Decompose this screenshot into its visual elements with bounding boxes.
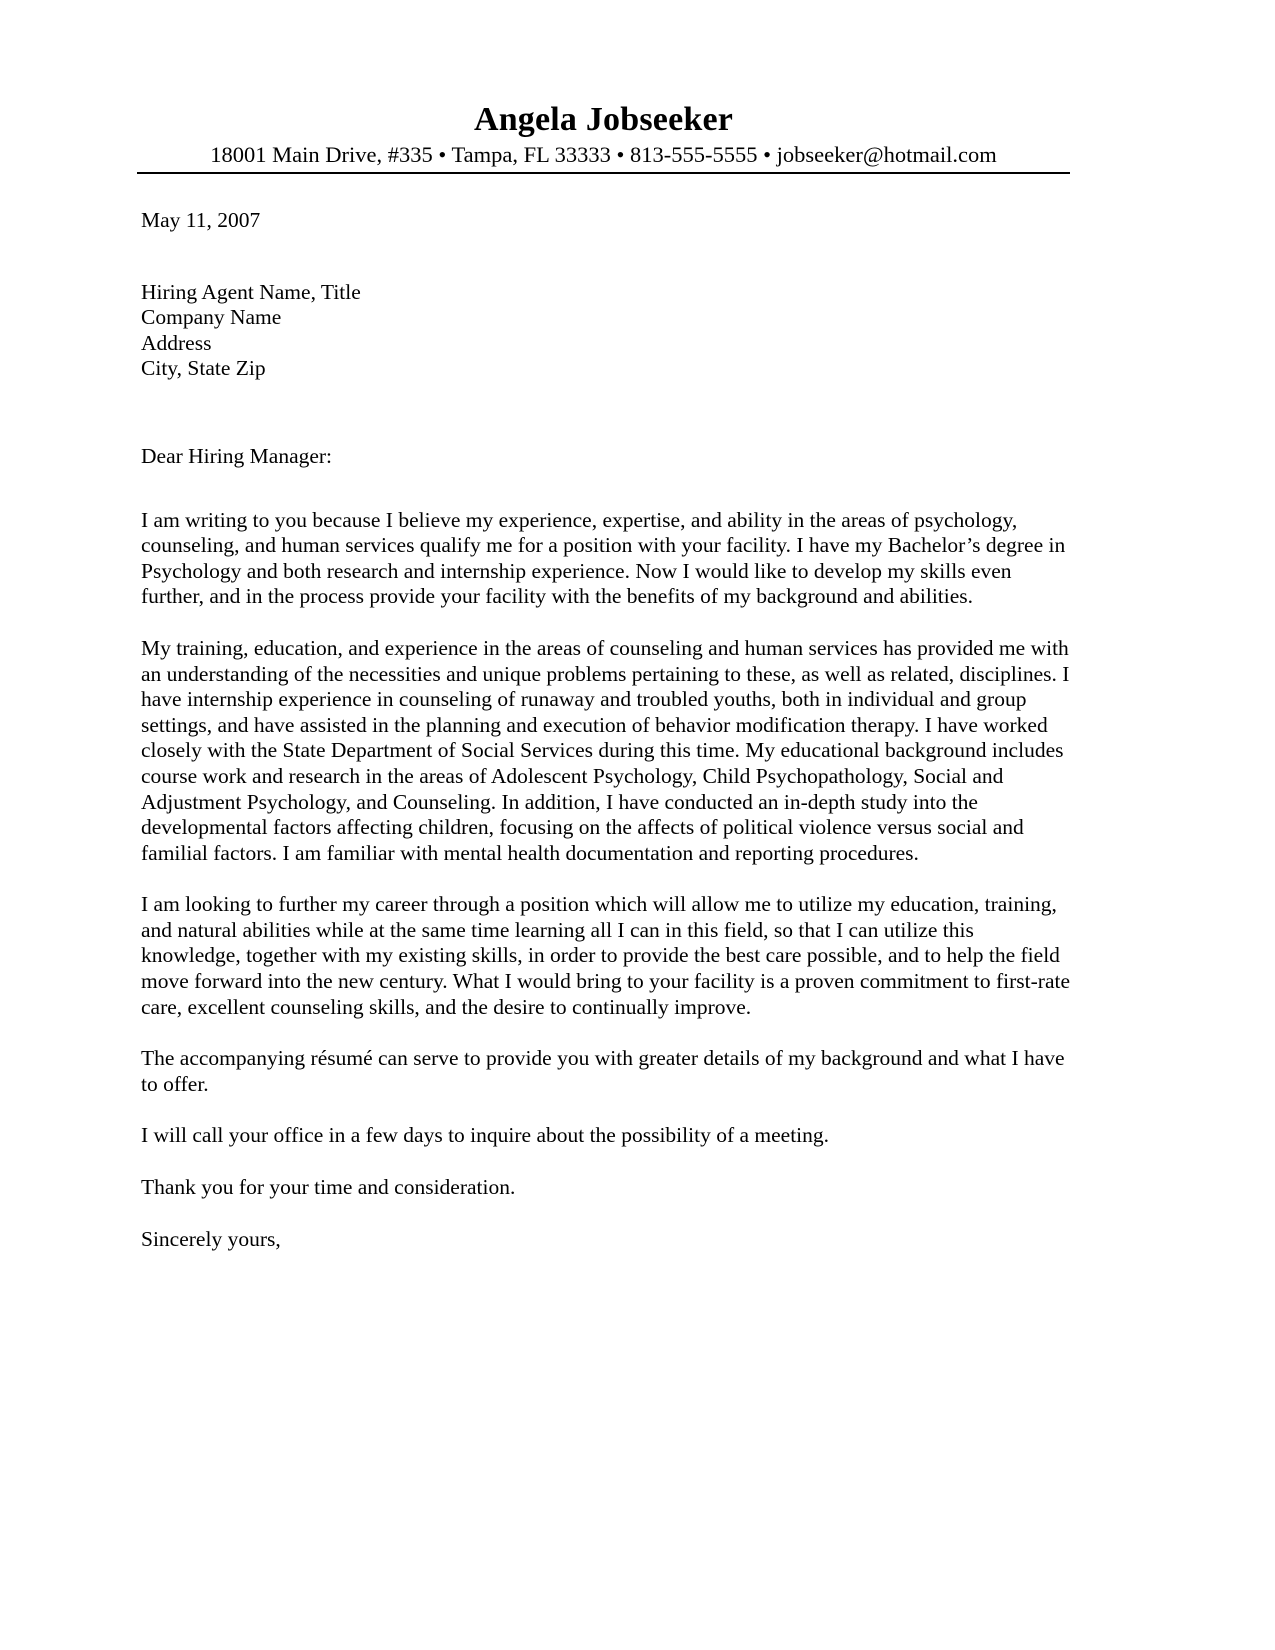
letter-paragraph: I am writing to you because I believe my experience, expertise, and ability in the areas of psychology, counseling, and human services qualify me for a position with your facility. I have my Bachelor’s degree in Psychology and both research and internship experience. Now I would like to develop my skills even further, and in the process provide your facility with the benefits of my background and abilities. <box>141 507 1066 609</box>
letter-date: May 11, 2007 <box>141 208 261 232</box>
recipient-line: City, State Zip <box>141 356 266 381</box>
letterhead <box>137 100 1070 182</box>
letter-paragraph: I will call your office in a few days to inquire about the possibility of a meeting. <box>141 1123 830 1148</box>
letterhead-divider <box>137 172 1070 174</box>
salutation: Dear Hiring Manager: <box>141 443 333 468</box>
recipient-line: Address <box>141 330 212 355</box>
letter-paragraph: My training, education, and experience in the areas of counseling and human services has provided me with an understanding of the necessities and unique problems pertaining to these, as well as related, disciplines. I have internship experience in counseling of runaway and troubled youths, both in individual and group settings, and have assisted in the planning and execution of behavior modification therapy. I have worked closely with the State Department of Social Services during this time. My educational background includes course work and research in the areas of Adolescent Psychology, Child Psychopathology, Social and Adjustment Psychology, and Counseling. In addition, I have conducted an in-depth study into the developmental factors affecting children, focusing on the affects of political violence versus social and familial factors. I am familiar with mental health documentation and reporting procedures. <box>141 635 1070 865</box>
recipient-line: Company Name <box>141 305 282 330</box>
sender-name: Angela Jobseeker <box>473 101 734 138</box>
recipient-line: Hiring Agent Name, Title <box>141 279 361 304</box>
letter-paragraph: I am looking to further my career through a position which will allow me to utilize my education, training, and natural abilities while at the same time learning all I can in this field, so that I can utilize this knowledge, together with my existing skills, in order to provide the best care possible, and to help the field move forward into the new century. What I would bring to your facility is a proven commitment to first-rate care, excellent counseling skills, and the desire to continually improve. <box>141 892 1071 1019</box>
sender-contact-line: 18001 Main Drive, #335 • Tampa, FL 33333 • 813-555-5555 • jobseeker@hotmail.com <box>210 142 997 168</box>
letter-closing: Sincerely yours, <box>141 1226 281 1251</box>
letter-paragraph: The accompanying résumé can serve to provide you with greater details of my background and what I have to offer. <box>141 1046 1065 1096</box>
letter-paragraph: Thank you for your time and consideration. <box>141 1175 516 1200</box>
letter-body <box>141 208 1073 1252</box>
recipient-address-block <box>141 280 1073 382</box>
